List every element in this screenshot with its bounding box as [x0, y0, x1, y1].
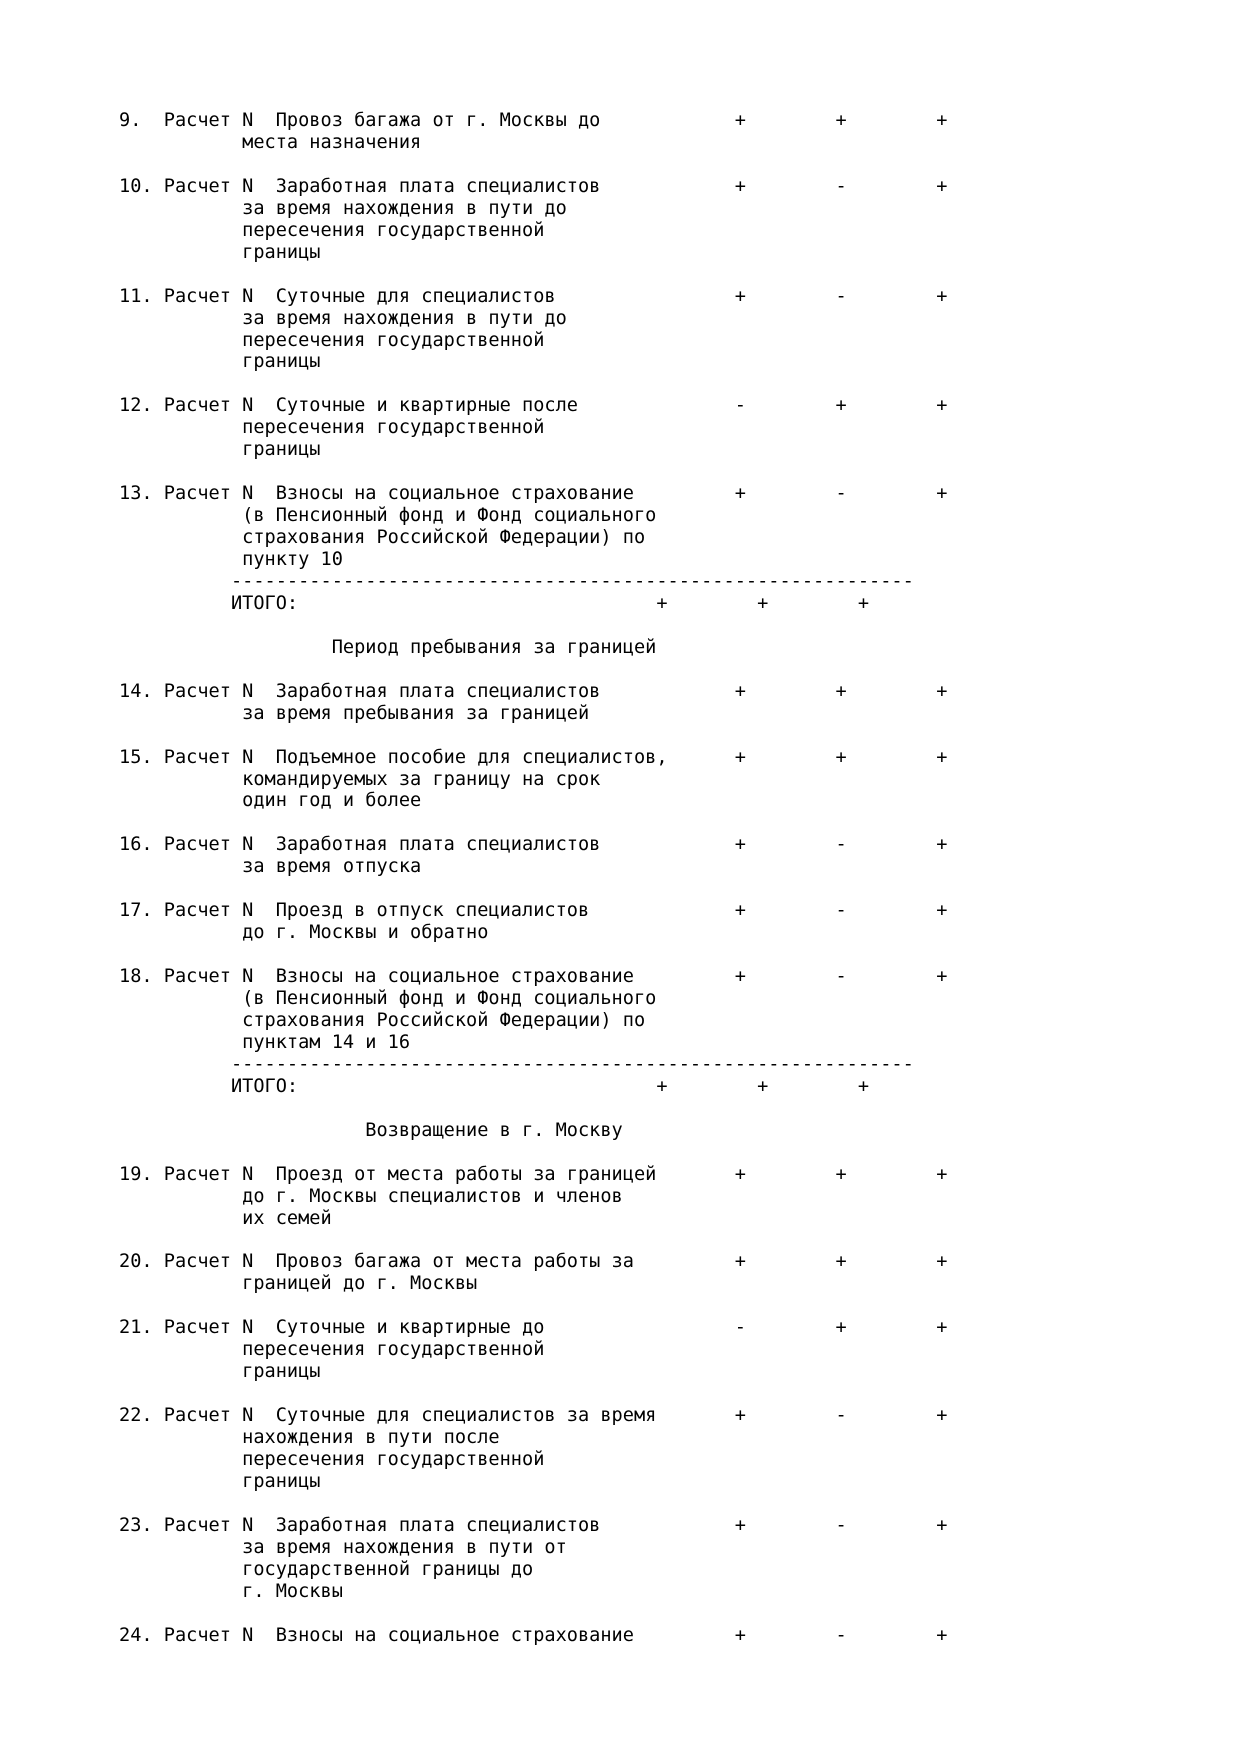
text-line: 17. Расчет N Проезд в отпуск специалистов + - +	[119, 900, 948, 922]
blank-line	[119, 1295, 1240, 1317]
text-line: пересечения государственной	[119, 1339, 545, 1361]
text-line: один год и более	[119, 790, 422, 812]
text-line: страхования Российской Федерации) по	[119, 1009, 646, 1031]
text-line: Период пребывания за границей	[119, 636, 657, 658]
text-line: 16. Расчет N Заработная плата специалистов + - +	[119, 834, 948, 856]
blank-line	[119, 1383, 1240, 1405]
text-line: пересечения государственной	[119, 219, 545, 241]
blank-line	[119, 812, 1240, 834]
text-line: места назначения	[119, 131, 422, 153]
text-line: их семей	[119, 1207, 332, 1229]
text-line: пересечения государственной	[119, 329, 545, 351]
blank-line	[119, 878, 1240, 900]
text-line: границы	[119, 1361, 321, 1383]
blank-line	[119, 461, 1240, 483]
text-line: 13. Расчет N Взносы на социальное страхование + - +	[119, 483, 948, 505]
text-line: за время нахождения в пути до	[119, 197, 567, 219]
text-line: за время пребывания за границей	[119, 702, 590, 724]
text-line: пересечения государственной	[119, 1448, 545, 1470]
text-line: (в Пенсионный фонд и Фонд социального	[119, 988, 657, 1009]
blank-line	[119, 1493, 1240, 1515]
text-line: до г. Москвы и обратно	[119, 922, 489, 944]
text-line: (в Пенсионный фонд и Фонд социального	[119, 505, 657, 527]
blank-line	[119, 264, 1240, 286]
text-line: 19. Расчет N Проезд от места работы за границей + + +	[119, 1163, 948, 1185]
text-line: границы	[119, 439, 321, 461]
blank-line	[119, 1229, 1240, 1251]
text-line: границы	[119, 1470, 321, 1492]
text-line: командируемых за границу на срок	[119, 768, 601, 790]
text-line: границы	[119, 241, 321, 263]
text-line: границы	[119, 351, 321, 373]
text-line: 9. Расчет N Провоз багажа от г. Москвы до + + +	[119, 110, 948, 131]
text-line: 24. Расчет N Взносы на социальное страхование + - +	[119, 1624, 948, 1646]
blank-line	[119, 615, 1240, 637]
text-line: за время отпуска	[119, 856, 422, 878]
text-line: за время нахождения в пути от	[119, 1536, 567, 1558]
text-line: ИТОГО: + + +	[119, 1075, 870, 1097]
text-line: до г. Москвы специалистов и членов	[119, 1185, 623, 1207]
text-line: 20. Расчет N Провоз багажа от места работы за + + +	[119, 1251, 948, 1273]
text-line: -------------------------------------------------------------	[119, 570, 914, 592]
text-line: пересечения государственной	[119, 417, 545, 439]
text-line: 15. Расчет N Подъемное пособие для специалистов, + + +	[119, 746, 948, 768]
text-line: 10. Расчет N Заработная плата специалистов + - +	[119, 175, 948, 197]
text-line: 11. Расчет N Суточные для специалистов + - +	[119, 285, 948, 307]
text-line: Возвращение в г. Москву	[119, 1119, 623, 1141]
text-line: 21. Расчет N Суточные и квартирные до - + +	[119, 1317, 948, 1339]
text-line: 18. Расчет N Взносы на социальное страхование + - +	[119, 966, 948, 988]
text-line: страхования Российской Федерации) по	[119, 527, 646, 549]
text-line: 22. Расчет N Суточные для специалистов за время + - +	[119, 1405, 948, 1427]
blank-line	[119, 373, 1240, 395]
blank-line	[119, 725, 1240, 747]
blank-line	[119, 944, 1240, 966]
blank-line	[119, 1098, 1240, 1120]
text-line: нахождения в пути после	[119, 1427, 500, 1448]
text-line: границей до г. Москвы	[119, 1273, 478, 1295]
text-line: пунктам 14 и 16	[119, 1031, 411, 1053]
text-line: пункту 10	[119, 549, 343, 570]
text-line: -------------------------------------------------------------	[119, 1053, 914, 1075]
blank-line	[119, 1142, 1240, 1164]
text-line: ИТОГО: + + +	[119, 592, 870, 614]
blank-line	[119, 659, 1240, 681]
blank-line	[119, 1603, 1240, 1625]
blank-line	[119, 154, 1240, 176]
text-line: 23. Расчет N Заработная плата специалистов + - +	[119, 1514, 948, 1536]
text-line: г. Москвы	[119, 1580, 343, 1602]
text-line: государственной границы до	[119, 1558, 534, 1580]
text-line: 14. Расчет N Заработная плата специалистов + + +	[119, 680, 948, 702]
text-line: 12. Расчет N Суточные и квартирные после - + +	[119, 395, 948, 417]
text-line: за время нахождения в пути до	[119, 307, 567, 329]
